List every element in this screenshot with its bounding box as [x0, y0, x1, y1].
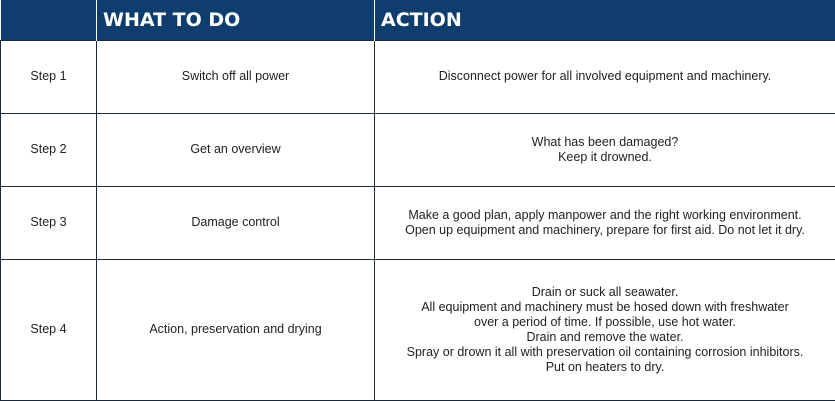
action-line: What has been damaged? [531, 134, 679, 149]
what-cell: Damage control [97, 186, 375, 259]
action-cell [375, 113, 835, 186]
action-line: Keep it drowned. [558, 149, 652, 164]
what-cell: Action, preservation and drying [97, 259, 375, 400]
action-line: over a period of time. If possible, use hot water. [474, 314, 736, 329]
table-row [1, 113, 835, 186]
table-row [1, 40, 835, 113]
action-line: All equipment and machinery must be hosed down with freshwater [421, 299, 789, 314]
action-line: Drain or suck all seawater. [531, 284, 679, 299]
step-cell: Step 1 [1, 40, 97, 113]
action-line: Disconnect power for all involved equipment and machinery. [438, 69, 772, 83]
header-step [1, 0, 97, 40]
header-action: ACTION [375, 0, 835, 40]
what-cell: Switch off all power [97, 40, 375, 113]
table-row [1, 259, 835, 400]
table-header [1, 0, 835, 40]
action-line: Drain and remove the water. [526, 329, 684, 344]
action-cell [375, 186, 835, 259]
action-line: Spray or drown it all with preservation oil containing corrosion inhibitors. [406, 344, 804, 359]
action-cell [375, 40, 835, 113]
step-cell: Step 2 [1, 113, 97, 186]
step-cell: Step 4 [1, 259, 97, 400]
what-cell: Get an overview [97, 113, 375, 186]
header-what-to-do: WHAT TO DO [97, 0, 375, 40]
action-line: Put on heaters to dry. [545, 359, 665, 374]
table-row [1, 186, 835, 259]
action-line: Open up equipment and machinery, prepare for first aid. Do not let it dry. [405, 222, 805, 237]
action-line: Make a good plan, apply manpower and the right working environment. [408, 207, 802, 222]
step-cell: Step 3 [1, 186, 97, 259]
action-cell [375, 259, 835, 400]
